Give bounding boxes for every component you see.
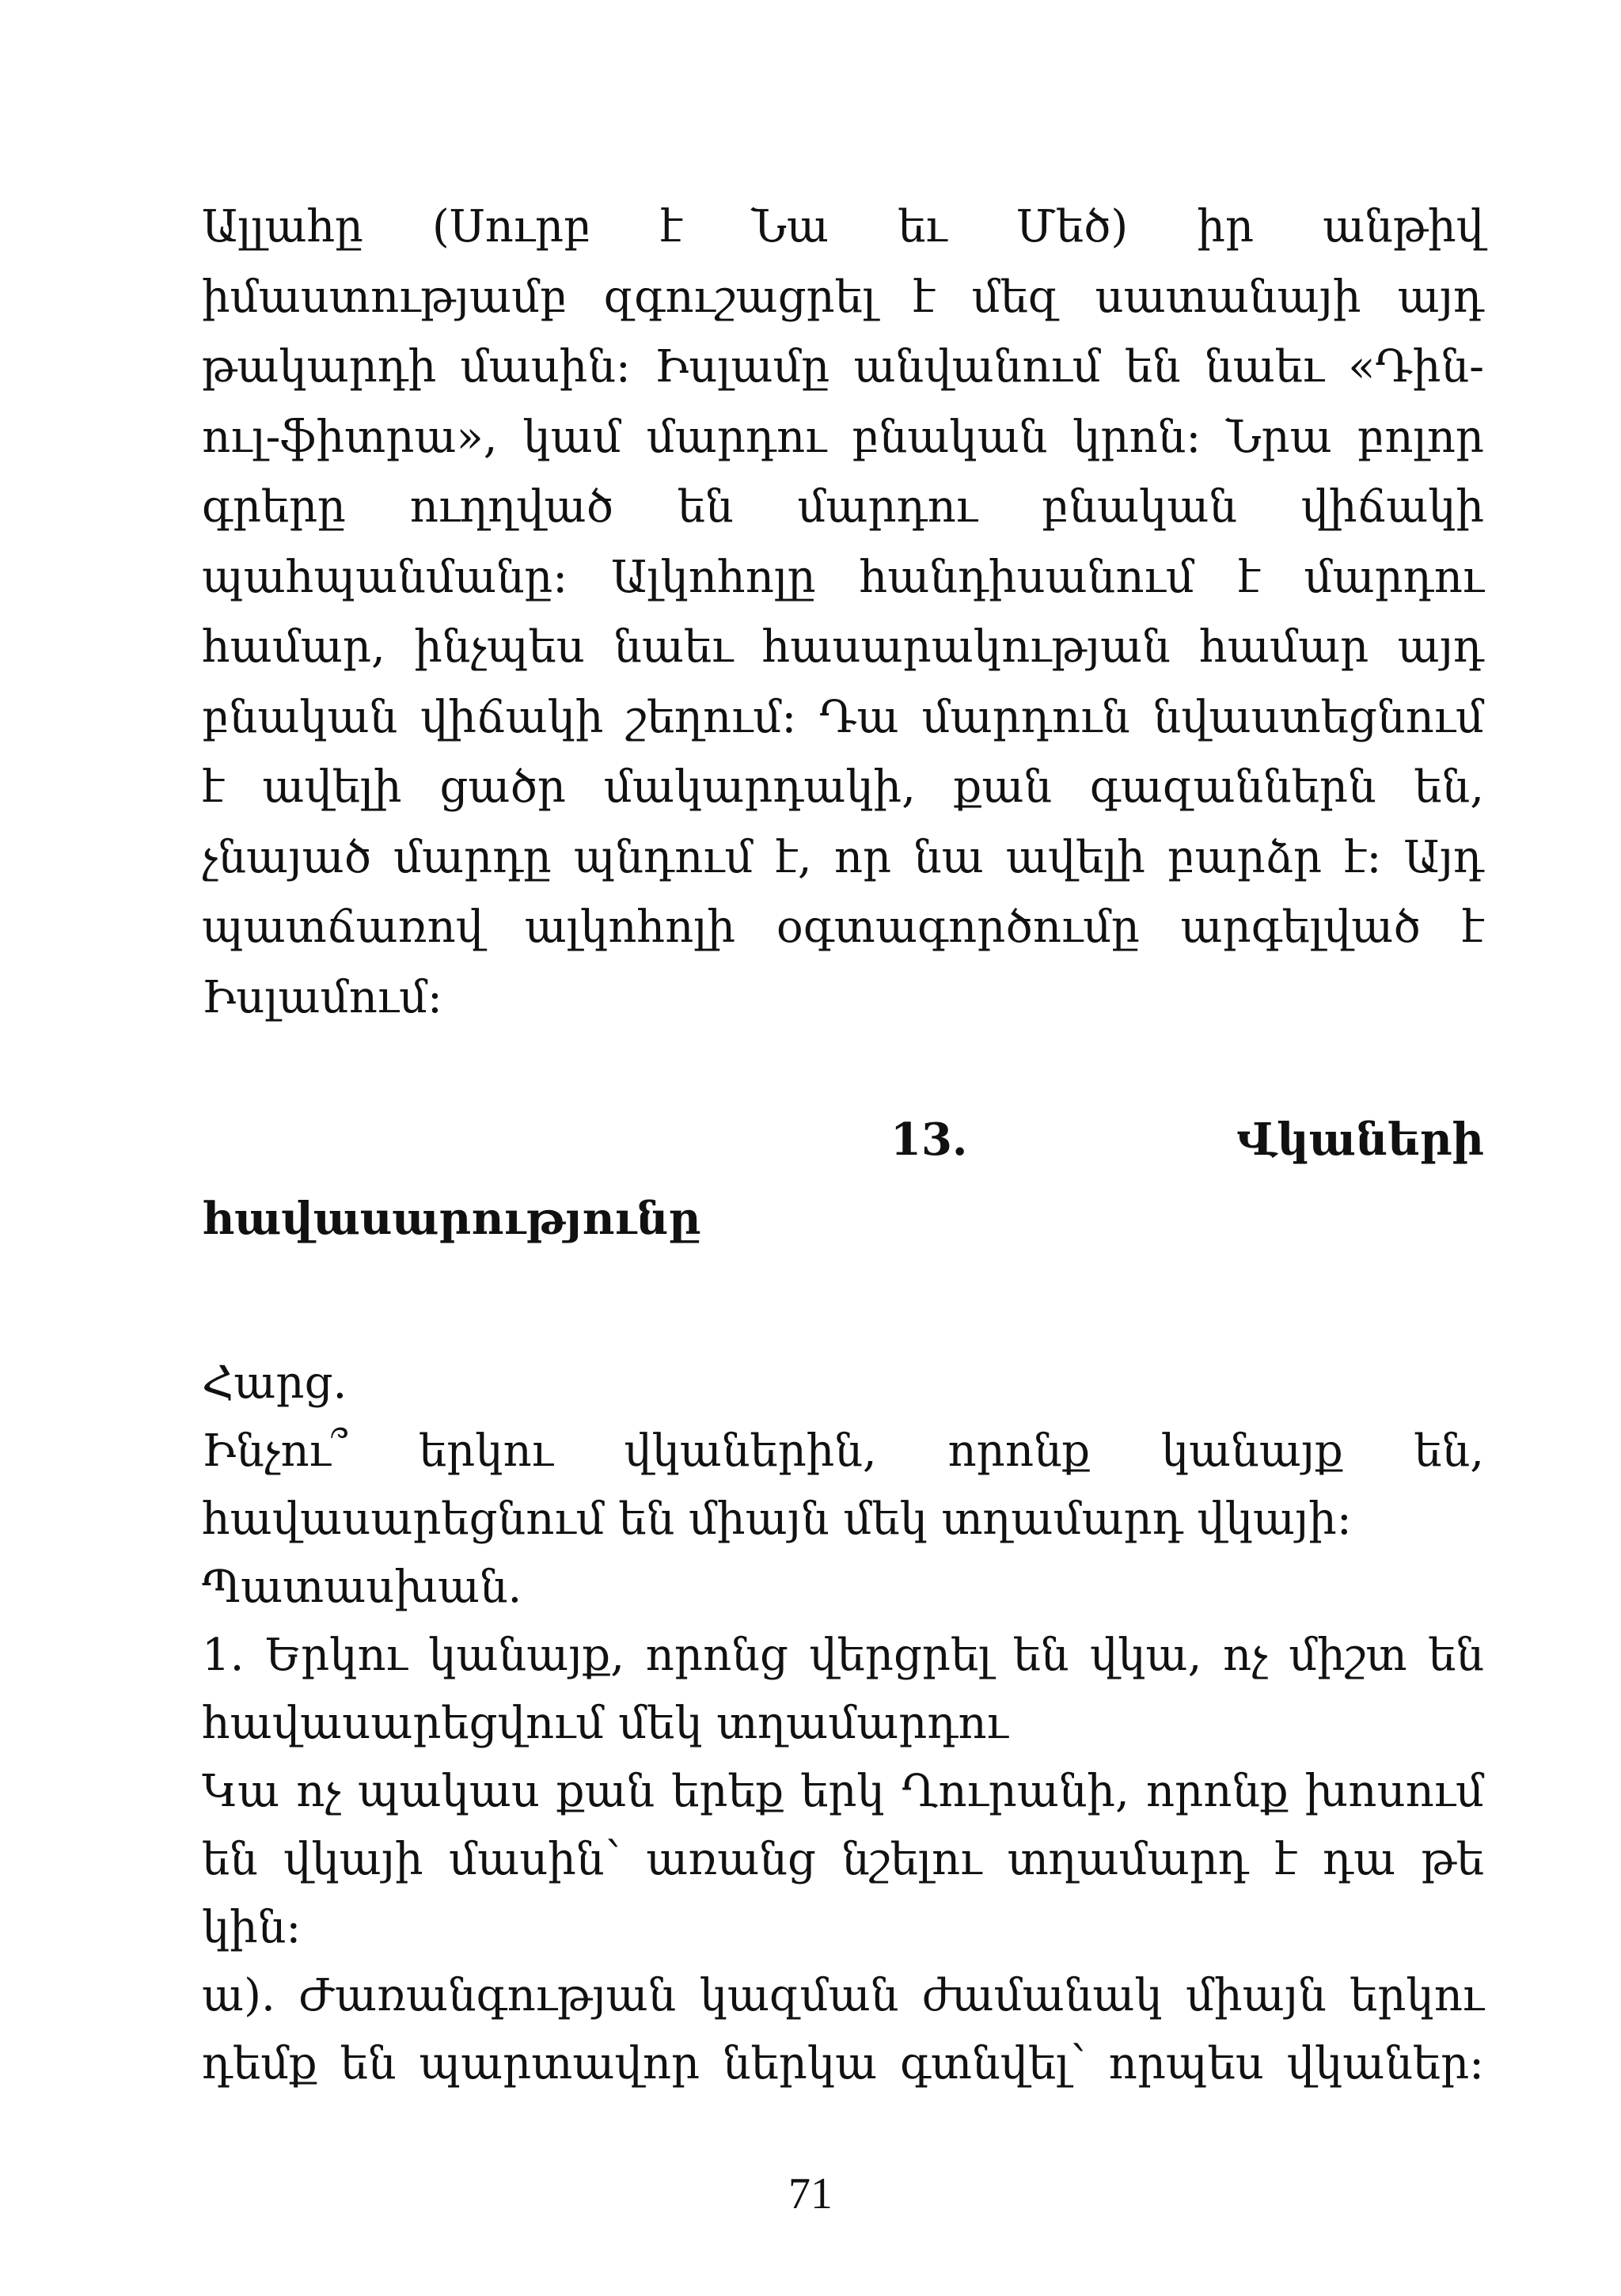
section-heading-line-1 [202, 1100, 1484, 1179]
page-number: 71 [788, 2169, 833, 2218]
body-paragraph: Ալլահը (Սուրբ է Նա եւ Մեծ) իր անթիվ իմաստությամբ զգուշացրել է մեզ սատանայի այդ թակարդի մասին: Իսլամը անվանում են նաեւ «Դին-ուլ-ֆիտրա», կամ մարդու բնական կրոն: Նրա բոլոր գրերը ուղղված են մարդու բնական վիճակի պահպանմանը: Ալկոհոլը հանդիսանում է մարդու համար, ինչպես նաեւ հասարակության համար այդ բնական վիճակի շեղում: Դա մարդուն նվաստեցնում է ավելի ցածր մակարդակի, քան գազաններն են, չնայած մարդը պնդում է, որ նա ավելի բարձր է: Այդ պատճառով ալկոհոլի օգտագործումը արգելված է Իսլամում: [202, 201, 1484, 1023]
answer-point-a: ա). Ժառանգության կազման ժամանակ միայն երկու դեմք են պարտավոր ներկա գտնվել՝ որպես վկաներ: [202, 1970, 1484, 2089]
answer-point-1-text: Կա ոչ պակաս քան երեք երկ Ղուրանի, որոնք խոսում են վկայի մասին՝ առանց նշելու տղամարդ է դա թե կին: [202, 1766, 1484, 1953]
question-answer-block [202, 1349, 1484, 2098]
answer-label: Պատասխան. [202, 1562, 522, 1613]
question-text: Ինչու՞ երկու վկաներին, որոնք կանայք են, հավասարեցնում են միայն մեկ տղամարդ վկայի: [202, 1425, 1484, 1545]
section-title-word-2: հավասարությունը [202, 1193, 701, 1245]
section-number: 13. [890, 1114, 968, 1166]
answer-point-1: 1. Երկու կանայք, որոնց վերցրել են վկա, ոչ միշտ են հավասարեցվում մեկ տղամարդու [202, 1630, 1484, 1749]
question-label: Հարց. [202, 1357, 347, 1409]
section-heading [202, 1100, 1484, 1258]
section-heading-line-2 [202, 1179, 1484, 1258]
section-title-word-1: Վկաների [1236, 1114, 1484, 1166]
